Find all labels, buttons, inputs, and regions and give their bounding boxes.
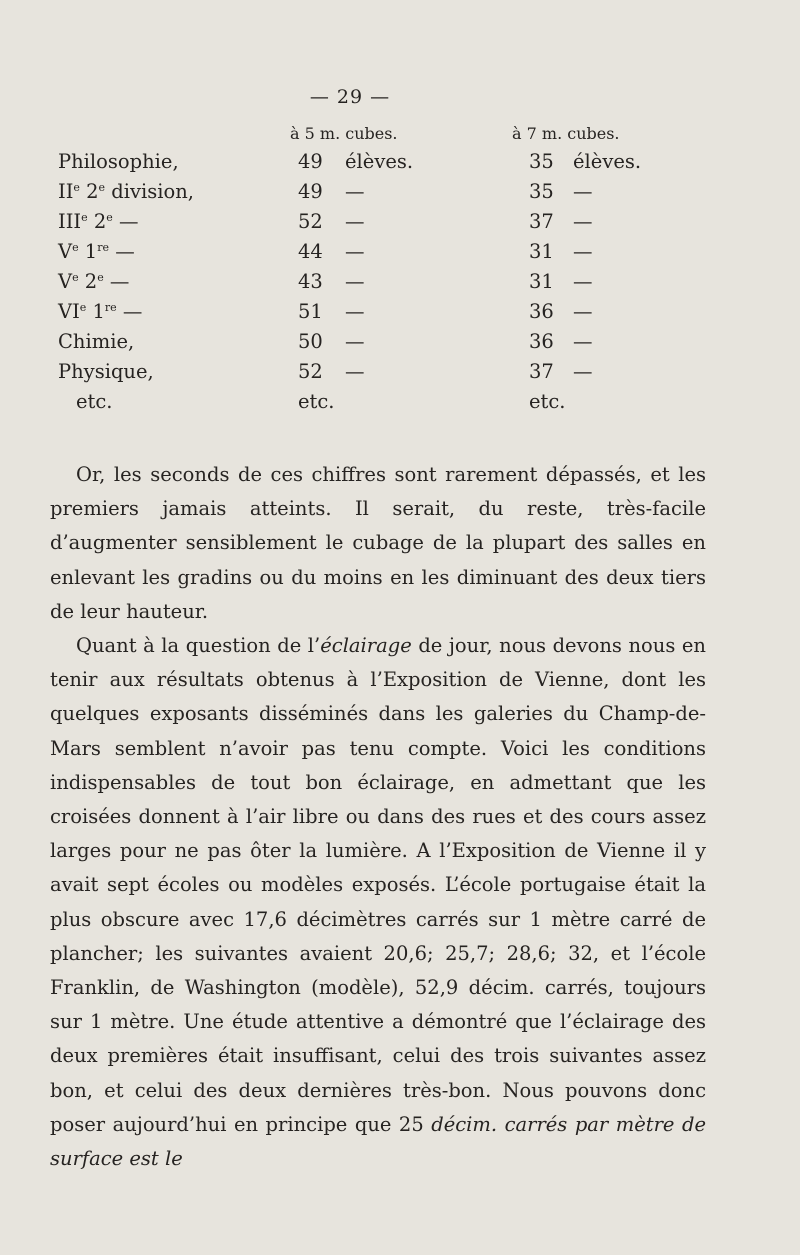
value-5m: 52 <box>298 360 323 383</box>
row-label-part: VI <box>58 300 80 323</box>
table-row <box>0 360 800 388</box>
row-label-part: division, <box>105 180 194 203</box>
value-7m: 37 <box>529 210 554 233</box>
table-row <box>0 210 800 238</box>
row-label-part: V <box>58 240 73 263</box>
emphasis-text: décim. carrés par mètre de surface est le <box>50 1112 706 1171</box>
paragraph <box>50 629 706 1176</box>
ordinal-suffix: e <box>97 271 104 284</box>
value-5m: 43 <box>298 270 323 293</box>
page-number: — 29 — <box>309 86 391 108</box>
row-label <box>76 390 113 413</box>
unit-5m: — <box>345 180 365 203</box>
row-label-part: — <box>103 270 130 293</box>
row-label-part: — <box>116 300 143 323</box>
emphasis-text: éclairage <box>320 634 412 658</box>
ordinal-suffix: e <box>81 211 88 224</box>
row-label <box>58 270 129 293</box>
unit-7m: élèves. <box>573 150 642 173</box>
unit-7m: — <box>573 330 593 353</box>
table-row <box>0 240 800 268</box>
ordinal-suffix: e <box>72 241 79 254</box>
row-label-part: III <box>58 210 82 233</box>
value-7m: 31 <box>529 240 554 263</box>
row-label <box>58 240 135 263</box>
ordinal-suffix: e <box>79 301 87 314</box>
paragraph <box>50 458 706 629</box>
table-row <box>0 390 800 418</box>
paragraph-text: Quant à la question de l’ <box>76 634 321 658</box>
ordinal-suffix: e <box>106 211 113 224</box>
value-5m: 44 <box>298 240 323 263</box>
value-7m: 37 <box>529 360 554 383</box>
value-5m: 52 <box>298 210 323 233</box>
ordinal-suffix: e <box>98 181 106 194</box>
value-5m: 49 <box>298 150 323 173</box>
value-5m: etc. <box>298 390 335 413</box>
unit-7m: — <box>573 240 593 263</box>
unit-5m: élèves. <box>345 150 414 173</box>
value-5m: 50 <box>298 330 323 353</box>
row-label-part: 2 <box>79 180 99 203</box>
row-label-part: II <box>58 180 74 203</box>
body-text <box>50 458 706 1176</box>
row-label-part: 2 <box>87 210 107 233</box>
row-label-part: — <box>109 240 135 263</box>
row-label <box>58 150 179 173</box>
row-label <box>58 300 142 323</box>
value-5m: 51 <box>298 300 323 323</box>
paragraph-text: de jour, nous devons nous en tenir aux résultats obtenus à l’Exposition de Vienne, dont les quelques exposants disséminés dans les galeries du Champ-de-Mars semblent n’avoir pas tenu compte. Voici les conditions indispensables de tout bon éclairage, en admettant que les croisées donnent à l’air libre ou dans des rues et des cours assez larges pour ne pas ôter la lumière. A l’Exposition de Vienne il y avait sept écoles ou modèles exposés. L’école portugaise était la plus obscure avec 17,6 décimètres carrés sur 1 mètre carré de plancher; les suivantes avaient 20,6; 25,7; 28,6; 32, et l’école Franklin, de Washington (modèle), 52,9 décim. carrés, toujours sur 1 mètre. Une étude attentive a démontré que l’éclairage des deux premières était insuffisant, celui des trois suivantes assez bon, et celui des deux dernières très-bon. Nous pouvons donc poser aujourd’hui en principe que 25 <box>50 634 706 1136</box>
row-label <box>58 180 194 203</box>
unit-5m: — <box>345 270 365 293</box>
row-label <box>58 330 134 353</box>
unit-7m: — <box>573 360 593 383</box>
column-header-7m: à 7 m. cubes. <box>512 124 620 143</box>
table-row <box>0 150 800 178</box>
ordinal-suffix: e <box>72 271 79 284</box>
row-label-part: etc. <box>76 390 113 413</box>
value-7m: 36 <box>529 330 554 353</box>
ordinal-suffix: e <box>73 181 80 194</box>
row-label-part: 1 <box>86 300 105 323</box>
table-row <box>0 270 800 298</box>
row-label-part: 2 <box>78 270 98 293</box>
paragraph-text: Or, les seconds de ces chiffres sont rarement dépassés, et les premiers jamais atteints. Il serait, du reste, très-facile d’augmenter sensiblement le cubage de la plupart des salles en enlevant les gradins ou du moins en les diminuant des deux tiers de leur hauteur. <box>50 463 706 623</box>
unit-5m: — <box>345 360 365 383</box>
row-label <box>58 210 138 233</box>
row-label-part: Philosophie, <box>58 150 179 173</box>
unit-7m: — <box>573 180 593 203</box>
row-label-part: 1 <box>78 240 98 263</box>
value-7m: 35 <box>529 180 554 203</box>
column-header-5m: à 5 m. cubes. <box>290 124 398 143</box>
value-7m: 31 <box>529 270 554 293</box>
unit-5m: — <box>345 300 365 323</box>
value-5m: 49 <box>298 180 323 203</box>
unit-7m: — <box>573 270 593 293</box>
value-7m: 35 <box>529 150 554 173</box>
table-header-row <box>0 118 800 144</box>
unit-5m: — <box>345 210 365 233</box>
unit-7m: — <box>573 210 593 233</box>
value-7m: 36 <box>529 300 554 323</box>
unit-5m: — <box>345 330 365 353</box>
table-row <box>0 300 800 328</box>
table-row <box>0 180 800 208</box>
row-label-part: V <box>58 270 73 293</box>
row-label-part: — <box>112 210 139 233</box>
unit-5m: — <box>345 240 365 263</box>
row-label-part: Physique, <box>58 360 154 383</box>
table-row <box>0 330 800 358</box>
unit-7m: — <box>573 300 593 323</box>
row-label <box>58 360 154 383</box>
ordinal-suffix: re <box>104 301 117 314</box>
row-label-part: Chimie, <box>58 330 135 353</box>
value-7m: etc. <box>529 390 566 413</box>
ordinal-suffix: re <box>97 241 109 254</box>
